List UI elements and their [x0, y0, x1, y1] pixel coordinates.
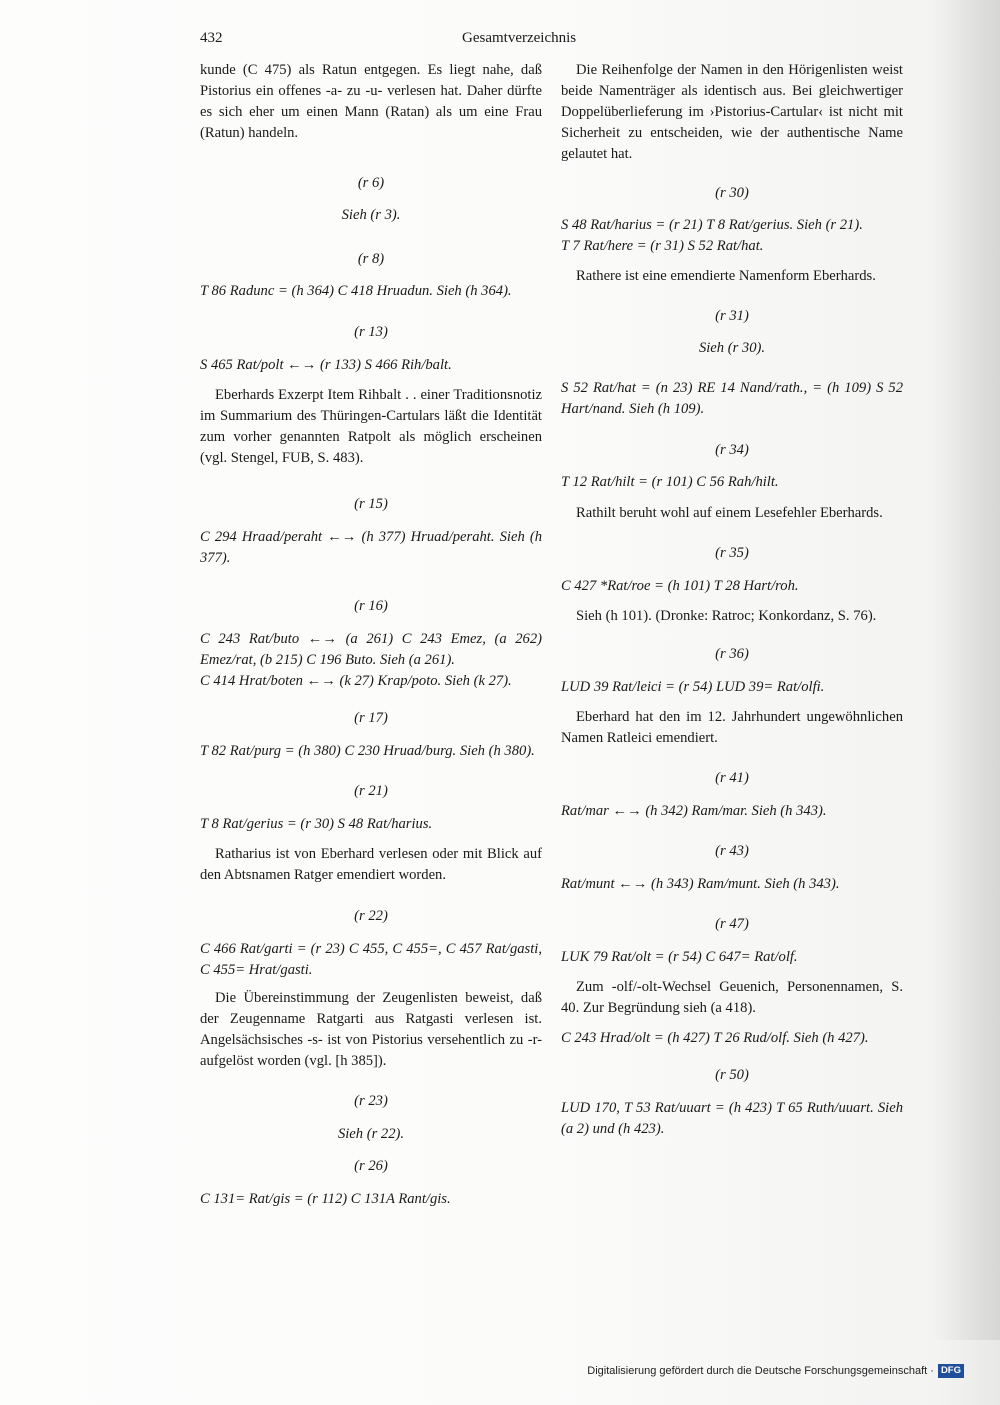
entry-heading: (r 21): [354, 783, 388, 799]
entry-heading: (r 16): [354, 598, 388, 614]
entry-line: Rat/munt ←→ (h 343) Ram/munt. Sieh (h 343).: [561, 876, 840, 892]
paragraph: Ratharius ist von Eberhard verlesen oder mit Blick auf den Abtsnamen Ratger emendiert worden.: [200, 846, 542, 883]
entry-heading: (r 43): [715, 843, 749, 859]
entry-heading: (r 41): [715, 770, 749, 786]
entry-heading: (r 47): [715, 916, 749, 932]
right-column: [561, 60, 903, 1140]
paragraph: Eberhard hat den im 12. Jahrhundert ungewöhnlichen Namen Ratleici emendiert.: [561, 709, 903, 746]
paragraph: Eberhards Exzerpt Item Rihbalt . . einer Traditionsnotiz im Summarium des Thüringen-Cartulars läßt die Identität zum vorher genannten Ratpolt als möglich erscheinen (vgl. Stengel, FUB, S. 483).: [200, 387, 542, 466]
paragraph: Rathilt beruht wohl auf einem Lesefehler Eberhards.: [576, 505, 883, 521]
entry-heading: (r 15): [354, 496, 388, 512]
entry-line: T 86 Radunc = (h 364) C 418 Hruadun. Sieh (h 364).: [200, 283, 512, 299]
running-title: Gesamtverzeichnis: [462, 30, 577, 46]
paragraph: Rathere ist eine emendierte Namenform Eberhards.: [576, 268, 876, 284]
cross-reference: Sieh (r 22).: [337, 1126, 405, 1142]
entry-heading: (r 22): [354, 908, 388, 924]
entry-heading: (r 8): [357, 251, 385, 267]
entry-line: Rat/mar ←→ (h 342) Ram/mar. Sieh (h 343).: [561, 803, 827, 819]
entry-heading: (r 30): [715, 185, 749, 201]
entry-line: T 7 Rat/here = (r 31) S 52 Rat/hat.: [561, 238, 764, 254]
entry-line: T 8 Rat/gerius = (r 30) S 48 Rat/harius.: [200, 816, 433, 832]
entry-line: C 466 Rat/garti = (r 23) C 455, C 455=, C 457 Rat/gasti, C 455= Hrat/gasti.: [200, 941, 542, 978]
entry-heading: (r 34): [715, 442, 749, 458]
entry-heading: (r 13): [354, 324, 388, 340]
paragraph: kunde (C 475) als Ratun entgegen. Es liegt nahe, daß Pistorius ein offenes -a- zu -u- verlesen hat. Daher dürfte es sich eher um einen Mann (Ratan) als um eine Frau (Ratun) handeln.: [200, 62, 542, 141]
entry-line: S 465 Rat/polt ←→ (r 133) S 466 Rih/balt.: [200, 357, 452, 373]
footer-credit: [587, 1364, 964, 1378]
entry-heading: (r 36): [715, 646, 749, 662]
entry-heading: (r 6): [357, 175, 385, 191]
paragraph: Zum -olf/-olt-Wechsel Geuenich, Personennamen, S. 40. Zur Begründung sieh (a 418).: [561, 979, 903, 1016]
dfg-logo: DFG: [938, 1364, 964, 1378]
entry-line: T 12 Rat/hilt = (r 101) C 56 Rah/hilt.: [561, 474, 779, 490]
paragraph: Die Übereinstimmung der Zeugenlisten beweist, daß der Zeugenname Ratgarti aus Ratgasti verlesen ist. Angelsächsisches -s- ist von Pistorius versehentlich zu -r- aufgelöst worden (vgl. [h 385]).: [200, 990, 542, 1069]
entry-line: LUK 79 Rat/olt = (r 54) C 647= Rat/olf.: [561, 949, 798, 965]
entry-heading: (r 23): [354, 1093, 388, 1109]
entry-line: C 131= Rat/gis = (r 112) C 131A Rant/gis.: [200, 1191, 451, 1207]
entry-line: S 48 Rat/harius = (r 21) T 8 Rat/gerius. Sieh (r 21).: [561, 217, 863, 233]
entry-heading: (r 17): [354, 710, 388, 726]
entry-heading: (r 35): [715, 545, 749, 561]
cross-reference: Sieh (r 30).: [698, 340, 766, 356]
entry-line: S 52 Rat/hat = (n 23) RE 14 Nand/rath., = (h 109) S 52 Hart/nand. Sieh (h 109).: [561, 380, 903, 417]
page-edge-shadow: [930, 0, 1000, 1340]
paragraph: Sieh (h 101). (Dronke: Ratroc; Konkordanz, S. 76).: [576, 608, 877, 624]
entry-line: C 243 Hrad/olt = (h 427) T 26 Rud/olf. Sieh (h 427).: [561, 1030, 869, 1046]
cross-reference: Sieh (r 3).: [341, 207, 401, 223]
entry-line: LUD 39 Rat/leici = (r 54) LUD 39= Rat/olfi.: [561, 679, 825, 695]
entry-heading: (r 26): [354, 1158, 388, 1174]
page-number: 432: [200, 30, 223, 46]
entry-line: T 82 Rat/purg = (h 380) C 230 Hruad/burg. Sieh (h 380).: [200, 743, 535, 759]
entry-heading: (r 50): [715, 1067, 749, 1083]
entry-line: LUD 170, T 53 Rat/uuart = (h 423) T 65 Ruth/uuart. Sieh (a 2) und (h 423).: [561, 1100, 903, 1137]
entry-line: C 427 *Rat/roe = (h 101) T 28 Hart/roh.: [561, 578, 799, 594]
left-column: [200, 60, 542, 1210]
entry-line: C 414 Hrat/boten ←→ (k 27) Krap/poto. Sieh (k 27).: [200, 673, 512, 689]
entry-heading: (r 31): [715, 308, 749, 324]
entry-line: C 243 Rat/buto ←→ (a 261) C 243 Emez, (a 262) Emez/rat, (b 215) C 196 Buto. Sieh (a 261).: [200, 631, 542, 668]
footer-text: Digitalisierung gefördert durch die Deutsche Forschungsgemeinschaft ·: [587, 1365, 934, 1377]
paragraph: Die Reihenfolge der Namen in den Hörigenlisten weist beide Namenträger als identisch aus. Bei gleichwertiger Doppelüberlieferung im ›Pistorius-Cartular‹ ist nicht mit Sicherheit zu entscheiden, wie der authentische Name gelautet hat.: [561, 62, 903, 162]
entry-line: C 294 Hraad/peraht ←→ (h 377) Hruad/peraht. Sieh (h 377).: [200, 529, 542, 566]
